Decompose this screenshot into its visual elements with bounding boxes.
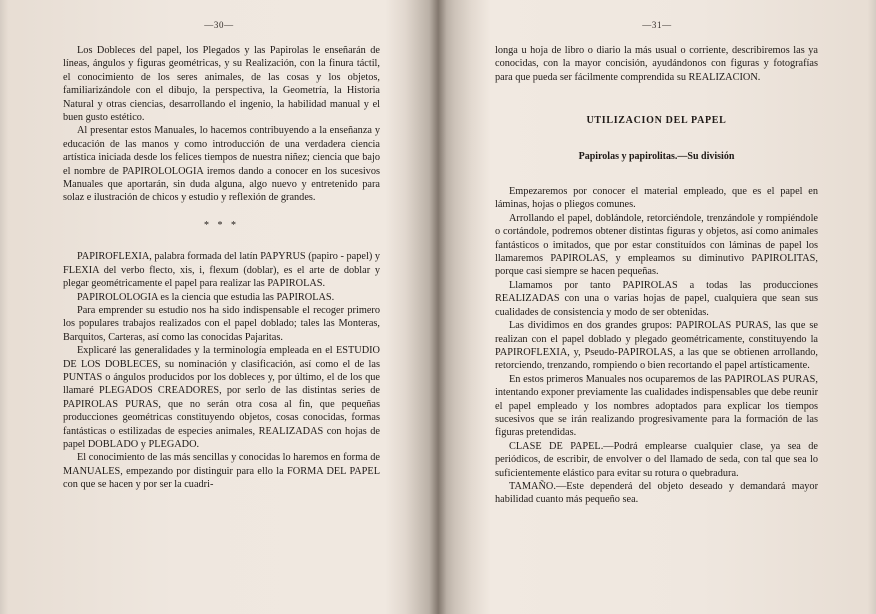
left-page-number: —30— [204, 20, 234, 30]
subsection-heading: Papirolas y papirolitas.—Su división [578, 150, 735, 162]
left-page-text [63, 44, 380, 492]
paragraph: Empezaremos por conocer el material empleado, que es el papel en láminas, hojas o pliegos comunes. [495, 186, 818, 211]
right-page-text [495, 44, 818, 507]
paragraph: En estos primeros Manuales nos ocuparemos de las PAPIROLAS PURAS, intentando exponer previamente las cualidades indispensables que debe reunir el papel empleado y los nombres adoptados para explicar los tiempos sucesivos que se irán realizando progresivamente para la formación de las figuras pretendidas. [495, 373, 818, 439]
paragraph: Para emprender su estudio nos ha sido indispensable el recoger primero los populares trabajos realizados con el papel doblado; tales las Monteras, Barquitos, Carteras, así como las conocidas Pajaritas. [63, 304, 380, 343]
paragraph: Al presentar estos Manuales, lo hacemos contribuyendo a la enseñanza y educación de las manos y como introducción de una verdadera ciencia artística iniciada desde los felices tiempos de nuestra niñez; ciencia que bajo el nombre de PAPIROLOLOGIA iremos dando a conocer en los sucesivos Manuales que aportarán, sin duda alguna, algo nuevo y entretenido para solaz e ilustración de chicos y estudio y reflexión de grandes. [63, 125, 380, 204]
section-heading: UTILIZACION DEL PAPEL [586, 115, 727, 127]
section-separator: * * * [204, 219, 239, 231]
paragraph: El conocimiento de las más sencillas y conocidas lo haremos en forma de MANUALES, empezando por distinguir para ello la FORMA DEL PAPEL con que se hacen y por ser la cuadri- [63, 452, 380, 491]
paragraph: Arrollando el papel, doblándole, retorciéndole, trenzándole y rompiéndole o cortándole, podremos obtener distintas figuras y objetos, así como animales fantásticos o imitados, que por estar constituídos con láminas de papel los llamaremos PAPIROLAS, y empleamos su diminutivo PAPIROLITAS, porque casi siempre se hacen pequeñas. [495, 212, 818, 278]
paragraph: PAPIROFLEXIA, palabra formada del latín PAPYRUS (papiro - papel) y FLEXIA del verbo flecto, xis, i, flexum (doblar), es el arte de doblar y plegar geométricamente el papel para realizar las PAPIROLAS. [63, 251, 380, 290]
paragraph: PAPIROLOLOGIA es la ciencia que estudia las PAPIROLAS. [77, 291, 335, 303]
right-page [438, 0, 876, 614]
paragraph: Los Dobleces del papel, los Plegados y las Papirolas le enseñarán de líneas, ángulos y figuras geométricas, y su Realización, con la finura táctil, el conocimiento de los seres animales, de las cosas y los objetos, familiarizándole con el dibujo, la perspectiva, la Geometría, la Historia Natural y otras ciencias, desarrollando el ingenio, la habilidad manual y el buen gusto estético. [63, 45, 380, 124]
right-page-number: —31— [642, 20, 672, 30]
paragraph: Las dividimos en dos grandes grupos: PAPIROLAS PURAS, las que se realizan con el papel doblado y plegado geométricamente, constituyendo la PAPIROFLEXIA, y, Pseudo-PAPIROLAS, a las que se obtienen arrollando, retorciendo, trenzando, rompiendo o bien recortando el papel artísticamente. [495, 320, 818, 372]
paragraph: Llamamos por tanto PAPIROLAS a todas las producciones REALIZADAS con una o varias hojas de papel, cualquiera que sean sus cualidades de consistencia y modo de ser obtenidas. [495, 279, 818, 318]
paragraph: Explicaré las generalidades y la terminología empleada en el ESTUDIO DE LOS DOBLECES, su nominación y clasificación, así como el de las PUNTAS o ángulos producidos por los dobleces y, por último, el de los que llamaré PLEGADOS CREADORES, por serlo de las distintas series de PAPIROLAS PURAS, que no serán otra cosa al fin, que pequeñas producciones geométricas constituyendo objetos, cosas conocidas, formas fantásticas o estilizadas de especies animales, REALIZADAS con hojas de papel DOBLADO y PLEGADO. [63, 345, 380, 450]
paragraph: CLASE DE PAPEL.—Podrá emplearse cualquier clase, ya sea de periódicos, de escribir, de envolver o del llamado de seda, con tal que sea lo suficientemente elástico para evitar su rotura o quebradura. [495, 440, 818, 479]
paragraph: TAMAÑO.—Este dependerá del objeto deseado y demandará mayor habilidad cuanto más pequeño sea. [495, 480, 818, 506]
paragraph: longa u hoja de libro o diario la más usual o corriente, describiremos las ya conocidas, con la mayor concisión, ayudándonos con figuras y fotografías para que pueda ser fácilmente comprendida su REALIZACION. [495, 45, 818, 83]
